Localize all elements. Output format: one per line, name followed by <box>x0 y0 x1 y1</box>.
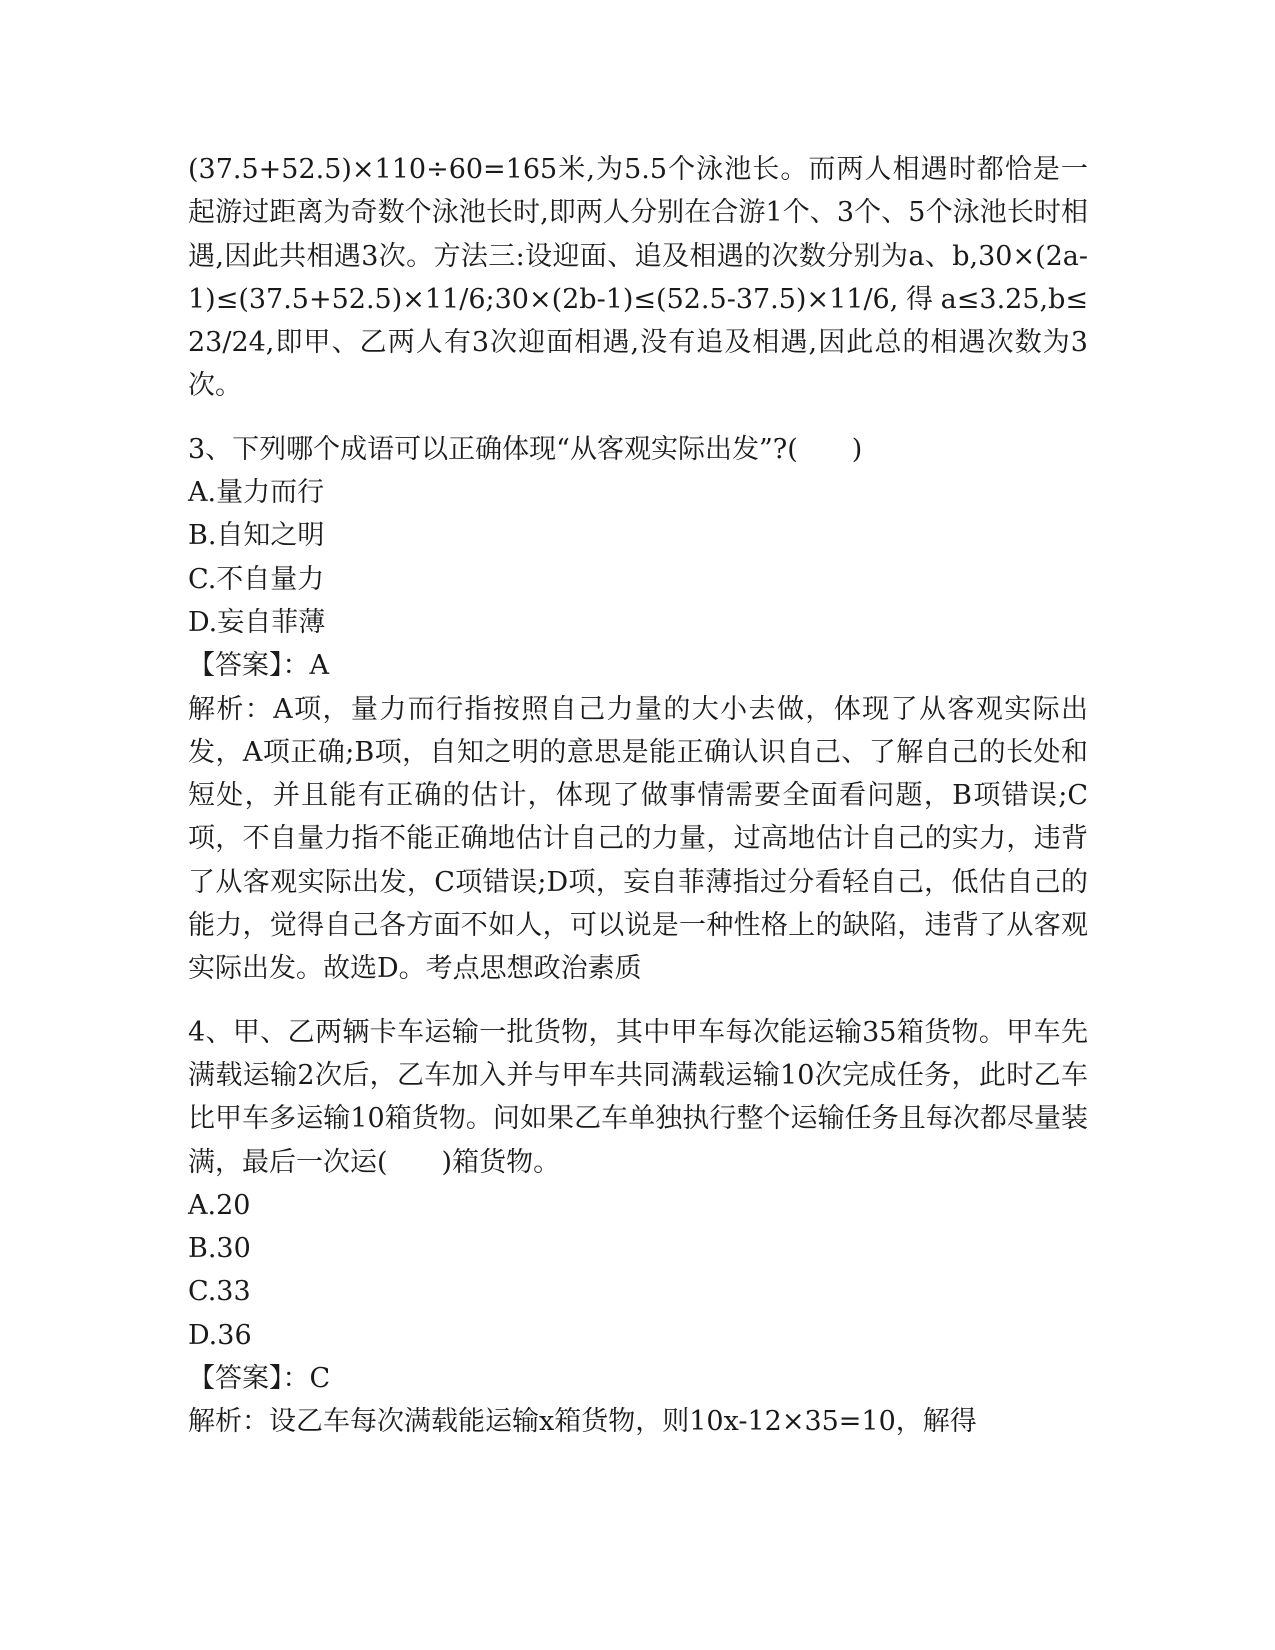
answer-label: 【答案】：C <box>188 1363 331 1395</box>
option-d: D.36 <box>188 1319 252 1351</box>
section-gap <box>188 991 1088 1011</box>
document-body <box>188 148 1088 1444</box>
option-c: C.不自量力 <box>188 563 325 595</box>
option-d: D.妄自菲薄 <box>188 606 326 638</box>
option-a: A.量力而行 <box>188 477 325 509</box>
option-c: C.33 <box>188 1276 251 1308</box>
question-stem: 3、下列哪个成语可以正确体现“从客观实际出发”?( ) <box>188 433 863 465</box>
option-b: B.自知之明 <box>188 520 325 552</box>
answer-label: 【答案】：A <box>188 650 329 682</box>
question-4 <box>188 1011 1088 1444</box>
option-b: B.30 <box>188 1233 251 1265</box>
option-a: A.20 <box>188 1189 251 1221</box>
q2-analysis-continuation: (37.5+52.5)×110÷60=165米,为5.5个泳池长。而两人相遇时都恰是一起游过距离为奇数个泳池长时,即两人分别在合游1个、3个、5个泳池长时相遇,因此共相遇3次。方法三:设迎面、追及相遇的次数分别为a、b,30×(2a-1)≤(37.5+52.5)×11/6;30×(2b-1)≤(52.5-37.5)×11/6,得a≤3.25,b≤23/24,即甲、乙两人有3次迎面相遇,没有追及相遇,因此总的相遇次数为3次。 <box>188 154 1088 402</box>
section-gap <box>188 408 1088 428</box>
analysis-text: 解析：设乙车每次满载能运输x箱货物，则10x-12×35=10，解得 <box>188 1406 977 1438</box>
analysis-text: 解析：A项，量力而行指按照自己力量的大小去做，体现了从客观实际出发，A项正确;B项，自知之明的意思是能正确认识自己、了解自己的长处和短处，并且能有正确的估计，体现了做事情需要全面看问题，B项错误;C项，不自量力指不能正确地估计自己的力量，过高地估计自己的实力，违背了从客观实际出发，C项错误;D项，妄自菲薄指过分看轻自己，低估自己的能力，觉得自己各方面不如人，可以说是一种性格上的缺陷，违背了从客观实际出发。故选D。考点思想政治素质 <box>188 693 1088 985</box>
question-stem: 4、甲、乙两辆卡车运输一批货物，其中甲车每次能运输35箱货物。甲车先满载运输2次后，乙车加入并与甲车共同满载运输10次完成任务，此时乙车比甲车多运输10箱货物。问如果乙车单独执行整个运输任务且每次都尽量装满，最后一次运( )箱货物。 <box>188 1016 1088 1178</box>
question-3 <box>188 428 1088 991</box>
